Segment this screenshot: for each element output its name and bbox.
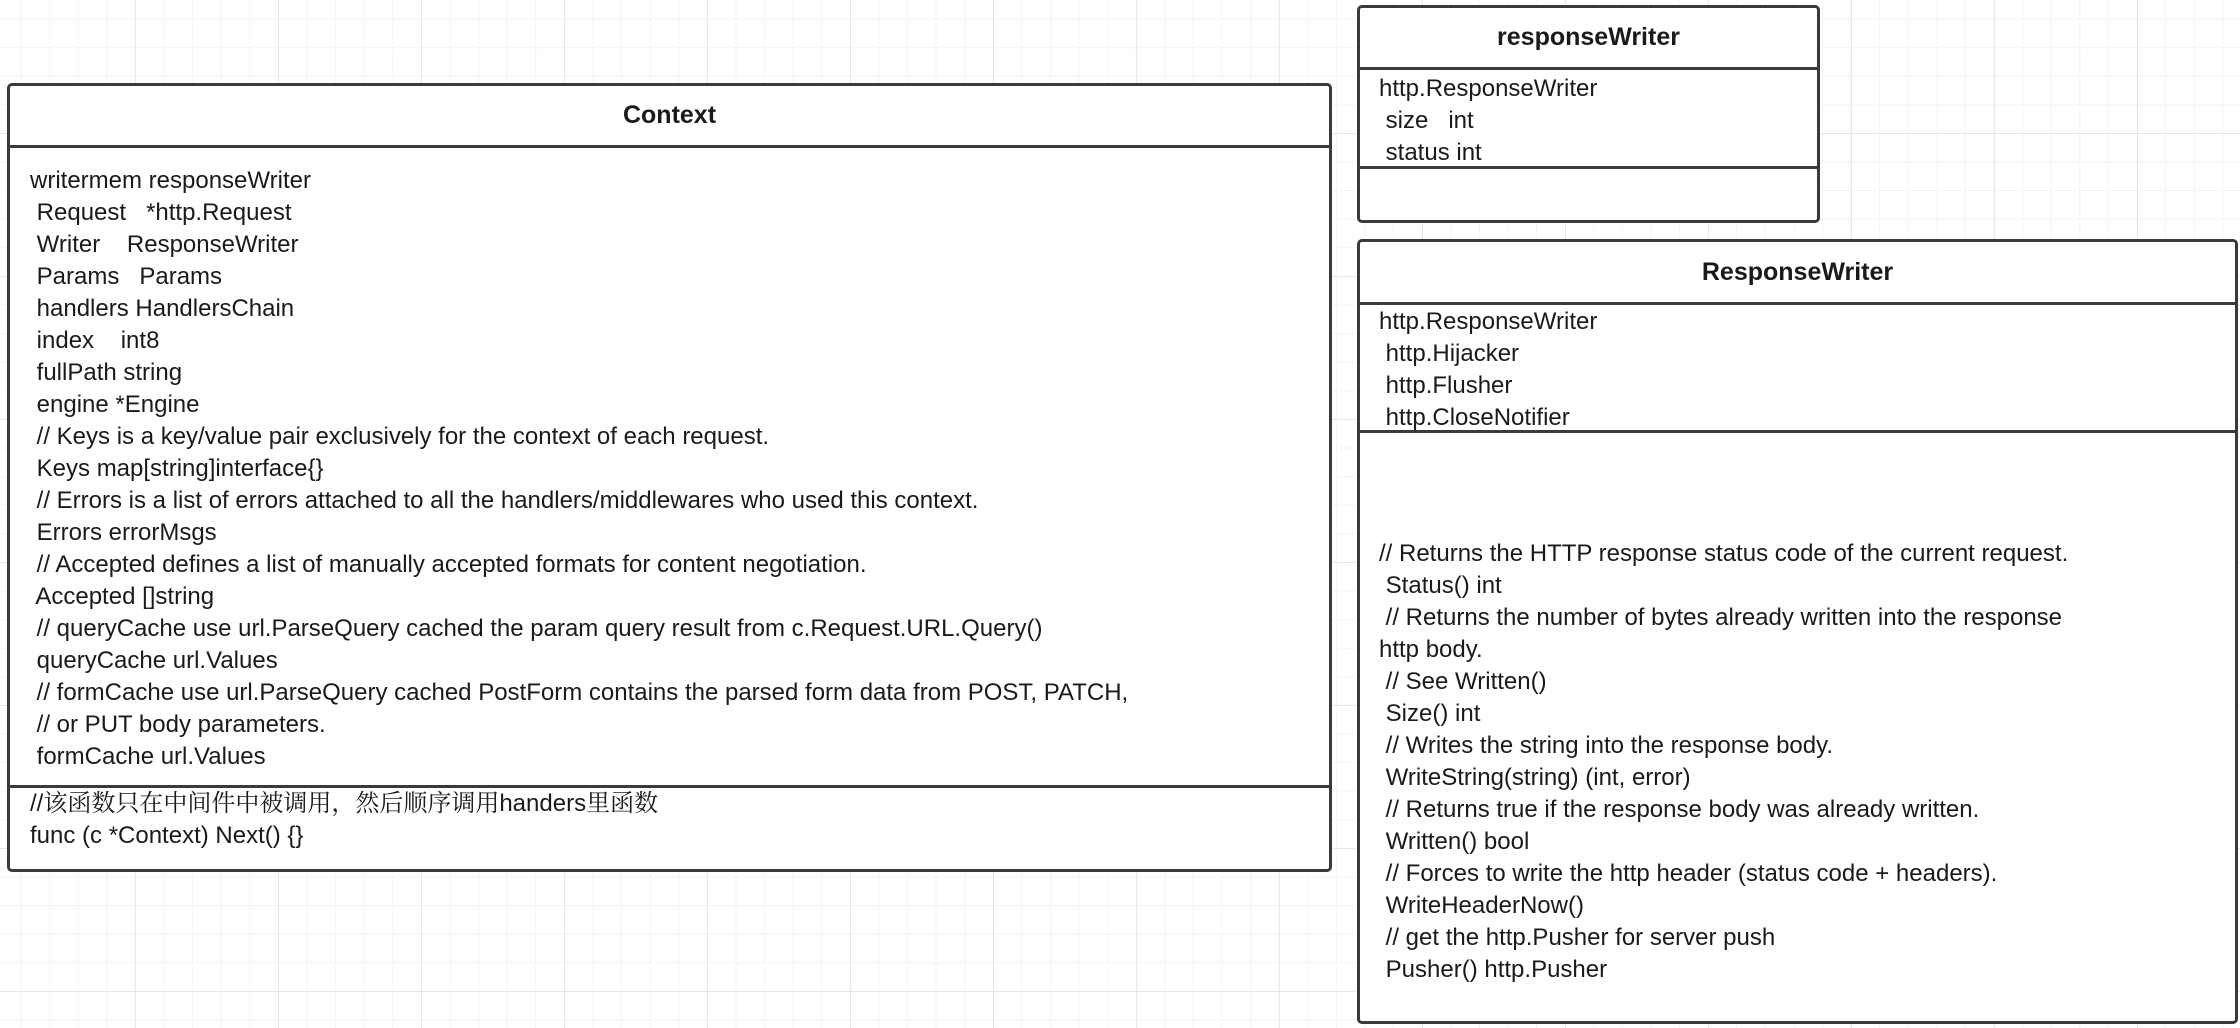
- attribute-line: formCache url.Values: [30, 743, 266, 770]
- attribute-line: http.Flusher: [1379, 372, 1513, 399]
- attribute-line: engine *Engine: [30, 391, 200, 418]
- attribute-line: http.ResponseWriter: [1379, 75, 1598, 102]
- attribute-line: writermem responseWriter: [30, 167, 311, 194]
- attribute-line: Keys map[string]interface{}: [30, 455, 324, 482]
- attribute-line: // formCache use url.ParseQuery cached PostForm contains the parsed form data from POST, PATCH,: [30, 679, 1129, 706]
- method-line: //该函数只在中间件中被调用，然后顺序调用handers里函数: [30, 790, 659, 817]
- class-title: Context: [10, 86, 1329, 148]
- attribute-line: fullPath string: [30, 359, 183, 386]
- attributes-section: [1360, 305, 2235, 433]
- attribute-line: http.Hijacker: [1379, 340, 1520, 367]
- methods-section: [1360, 169, 1817, 220]
- attribute-line: size int: [1379, 107, 1474, 134]
- attribute-line: // Keys is a key/value pair exclusively for the context of each request.: [30, 423, 770, 450]
- response-writer-struct-class[interactable]: [1357, 5, 1820, 223]
- method-line: Status() int: [1379, 572, 1502, 599]
- method-line: // Returns true if the response body was already written.: [1379, 796, 1980, 823]
- attribute-line: Errors errorMsgs: [30, 519, 217, 546]
- attribute-line: handlers HandlersChain: [30, 295, 295, 322]
- attribute-line: index int8: [30, 327, 160, 354]
- attribute-line: Request *http.Request: [30, 199, 292, 226]
- attribute-line: Accepted []string: [30, 583, 215, 610]
- method-line: Size() int: [1379, 700, 1481, 727]
- method-line: // See Written(): [1379, 668, 1547, 695]
- attribute-line: // or PUT body parameters.: [30, 711, 326, 738]
- method-line: // Writes the string into the response body.: [1379, 732, 1834, 759]
- method-line: http body.: [1379, 636, 1483, 663]
- attribute-line: Writer ResponseWriter: [30, 231, 299, 258]
- attributes-section: [1360, 70, 1817, 169]
- class-title: responseWriter: [1360, 8, 1817, 70]
- method-line: // Returns the number of bytes already written into the response: [1379, 604, 2063, 631]
- attribute-line: queryCache url.Values: [30, 647, 278, 674]
- context-class[interactable]: [7, 83, 1332, 872]
- methods-section: [10, 788, 1329, 869]
- method-line: Written() bool: [1379, 828, 1530, 855]
- method-line: // Forces to write the http header (status code + headers).: [1379, 860, 1998, 887]
- attribute-line: Params Params: [30, 263, 223, 290]
- method-line: // Returns the HTTP response status code of the current request.: [1379, 540, 2069, 567]
- response-writer-interface-class[interactable]: [1357, 239, 2238, 1024]
- method-line: func (c *Context) Next() {}: [30, 822, 304, 849]
- attribute-line: http.CloseNotifier: [1379, 404, 1570, 431]
- method-line: WriteHeaderNow(): [1379, 892, 1584, 919]
- attribute-line: // Errors is a list of errors attached to all the handlers/middlewares who used this context.: [30, 487, 979, 514]
- methods-section: [1360, 433, 2235, 1021]
- attribute-line: // queryCache use url.ParseQuery cached the param query result from c.Request.URL.Query(): [30, 615, 1043, 642]
- class-title: ResponseWriter: [1360, 242, 2235, 305]
- attribute-line: http.ResponseWriter: [1379, 308, 1598, 335]
- attribute-line: status int: [1379, 139, 1482, 166]
- method-line: // get the http.Pusher for server push: [1379, 924, 1776, 951]
- method-line: Pusher() http.Pusher: [1379, 956, 1608, 983]
- method-line: WriteString(string) (int, error): [1379, 764, 1691, 791]
- attributes-section: [10, 148, 1329, 788]
- attribute-line: // Accepted defines a list of manually accepted formats for content negotiation.: [30, 551, 867, 578]
